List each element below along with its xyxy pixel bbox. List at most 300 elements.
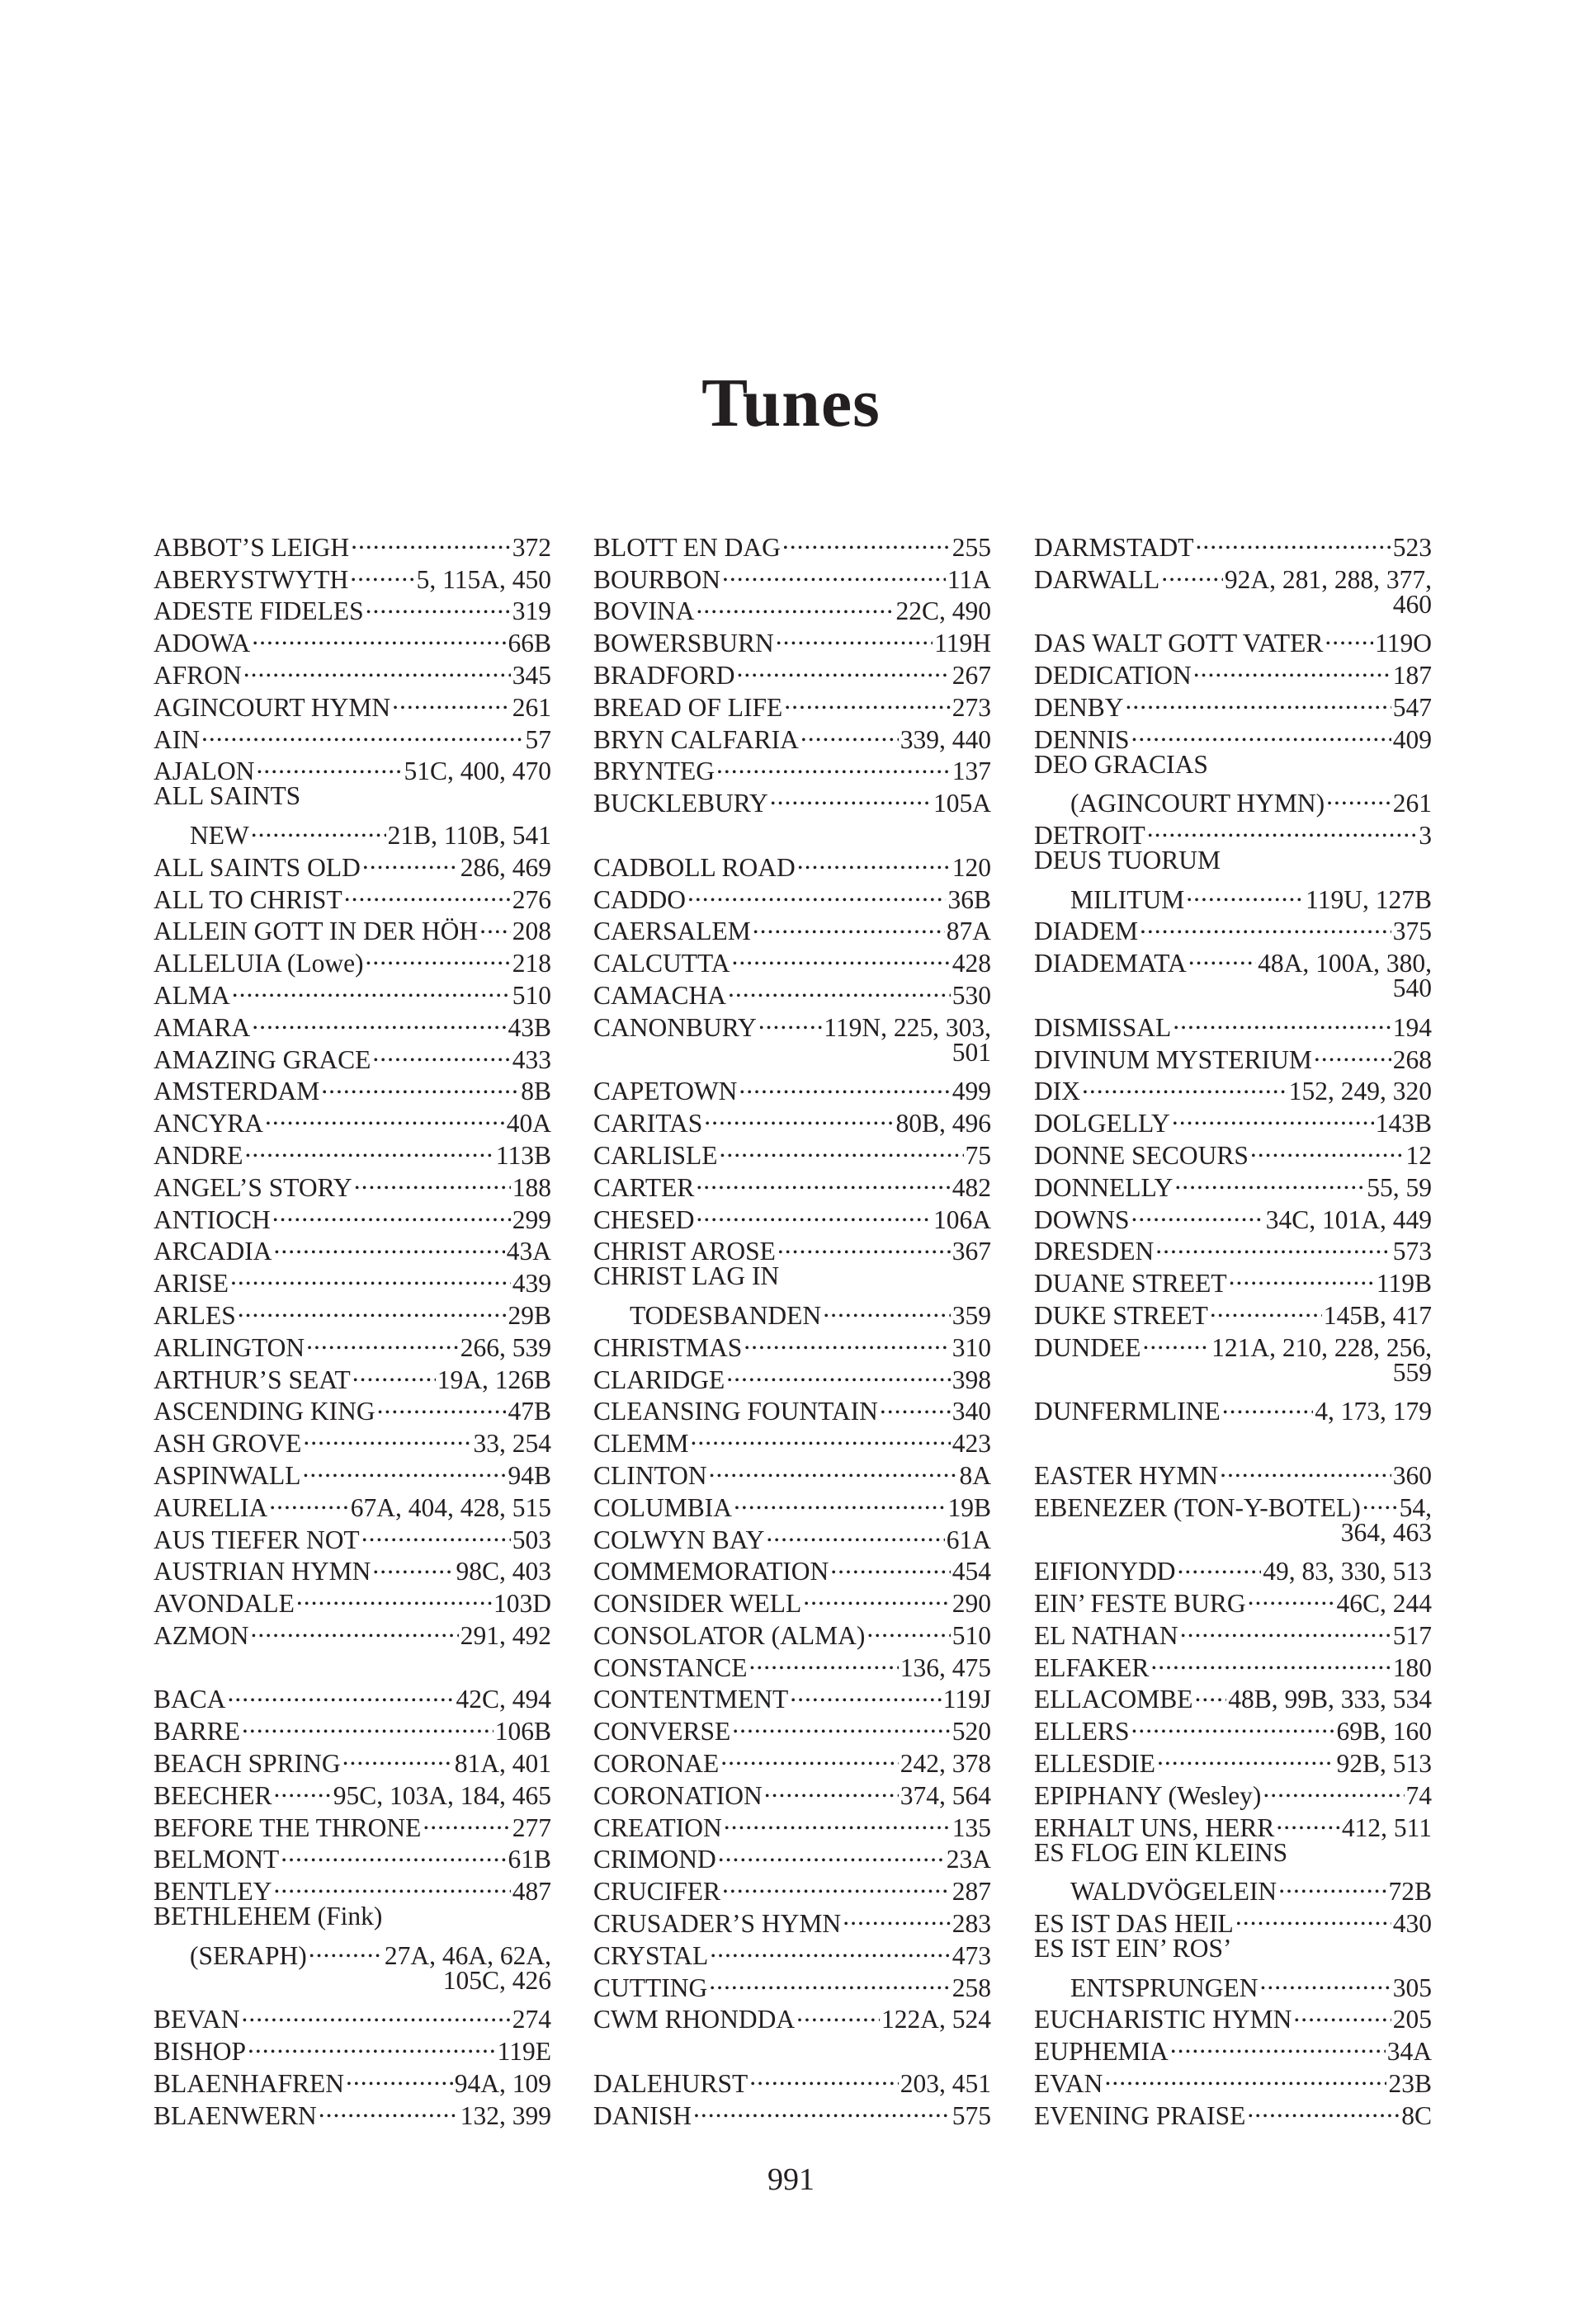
index-entry [1034, 1965, 1432, 2002]
hymn-numbers: 305 [1392, 1973, 1432, 2002]
hymn-numbers: 5, 115A, 450 [416, 564, 551, 594]
tune-name: DIX [1034, 1077, 1080, 1106]
hymn-numbers: 360 [1392, 1460, 1432, 1490]
dot-leader [361, 1517, 511, 1549]
hymn-numbers: 8B [521, 1077, 551, 1106]
hymn-numbers: 194 [1392, 1012, 1432, 1042]
dot-leader [1180, 1613, 1391, 1644]
tune-name: BEVAN [153, 2005, 240, 2034]
tune-name: WALDVÖGELEIN [1070, 1877, 1277, 1907]
tune-name: EIFIONYDD [1034, 1557, 1176, 1586]
hymn-numbers: 12 [1405, 1140, 1432, 1170]
tune-name: EUCHARISTIC HYMN [1034, 2005, 1292, 2034]
tune-name: BOURBON [593, 564, 721, 594]
hymn-numbers: 98C, 403 [456, 1557, 551, 1586]
index-entry-heading: BETHLEHEM (Fink) [153, 1902, 383, 1931]
tune-name: BOWERSBURN [593, 629, 774, 658]
dot-leader [248, 2029, 496, 2060]
hymn-numbers: 359 [952, 1300, 991, 1330]
hymn-numbers: 299 [512, 1204, 551, 1234]
dot-leader [273, 1869, 510, 1900]
tune-name: ANGEL’S STORY [153, 1172, 352, 1202]
hymn-numbers: 33, 254 [473, 1429, 551, 1459]
tune-name: ABERYSTWYTH [153, 564, 349, 594]
hymn-numbers: 132, 399 [460, 2100, 551, 2130]
tune-name: ARLES [153, 1300, 236, 1330]
hymn-numbers: 27A, 46A, 62A, [384, 1940, 551, 1970]
hymn-numbers: 310 [952, 1332, 991, 1362]
hymn-numbers: 29B [508, 1300, 551, 1330]
index-entry [1034, 620, 1432, 658]
hymn-numbers: 72B [1388, 1877, 1432, 1907]
dot-leader [344, 877, 511, 908]
tune-name: ASPINWALL [153, 1460, 301, 1490]
tune-name: CWM RHONDDA [593, 2005, 796, 2034]
tune-name: CANONBURY [593, 1012, 757, 1042]
tune-name: DOWNS [1034, 1204, 1130, 1234]
dot-leader [1278, 1869, 1386, 1900]
hymn-numbers: 122A, 524 [881, 2005, 991, 2034]
dot-leader [784, 685, 950, 716]
dot-leader [362, 845, 459, 876]
tune-name: AMSTERDAM [153, 1077, 320, 1106]
tune-name: ARTHUR’S SEAT [153, 1365, 351, 1394]
tune-name: ALL SAINTS OLD [153, 852, 361, 882]
dot-leader [342, 1741, 453, 1772]
dot-leader [274, 1773, 332, 1804]
index-entry [153, 525, 551, 562]
dot-leader [770, 780, 932, 812]
index-column-2 [593, 525, 991, 2130]
tune-name: ALMA [153, 980, 230, 1010]
dot-leader [777, 1229, 951, 1261]
dot-leader [1196, 525, 1391, 556]
tune-name: DEDICATION [1034, 660, 1192, 690]
hymn-numbers: 503 [512, 1525, 551, 1554]
dot-leader [1104, 2061, 1386, 2092]
tune-name: DAS WALT GOTT VATER [1034, 629, 1324, 658]
dot-leader [1188, 940, 1256, 972]
index-entry [153, 1677, 551, 1714]
dot-leader [1177, 1549, 1261, 1581]
hymn-numbers: 61A [946, 1525, 991, 1554]
hymn-numbers: 291, 492 [460, 1620, 551, 1650]
dot-leader [800, 717, 899, 748]
dot-leader [228, 1677, 455, 1709]
dot-leader [1222, 1389, 1314, 1421]
tune-name: CRYSTAL [593, 1940, 709, 1970]
hymn-numbers: 258 [952, 1973, 991, 2002]
hymn-numbers: 34C, 101A, 449 [1265, 1204, 1432, 1234]
tune-name: DUKE STREET [1034, 1300, 1208, 1330]
dot-leader [1150, 1645, 1391, 1676]
tune-name: CAMACHA [593, 980, 727, 1010]
hymn-numbers: 66B [508, 629, 551, 658]
hymn-numbers: 42C, 494 [456, 1685, 551, 1714]
tune-name: BISHOP [153, 2037, 247, 2067]
index-column-3 [1034, 525, 1432, 2130]
dot-leader [1142, 1325, 1210, 1356]
hymn-numbers: 119H [934, 629, 991, 658]
hymn-numbers: 8A [959, 1460, 991, 1490]
dot-leader [321, 1069, 519, 1101]
hymn-numbers: 94B [508, 1460, 551, 1490]
tune-name: ARLINGTON [153, 1332, 305, 1362]
hymn-numbers: 81A, 401 [454, 1749, 551, 1779]
index-entry [1034, 1869, 1432, 1907]
dot-leader [281, 1837, 506, 1869]
hymn-numbers: 454 [952, 1557, 991, 1586]
hymn-numbers: 19B [947, 1492, 991, 1522]
tune-name: BUCKLEBURY [593, 789, 768, 818]
dot-leader [479, 909, 511, 940]
dot-leader [732, 1709, 950, 1740]
hymn-numbers: 74 [1405, 1780, 1432, 1810]
hymn-numbers: 36B [947, 884, 991, 914]
hymn-numbers: 61B [508, 1845, 551, 1874]
tune-name: AMARA [153, 1012, 251, 1042]
dot-leader [803, 1581, 950, 1612]
index-entry [153, 749, 551, 786]
index-entry-heading: DEO GRACIAS [1034, 749, 1208, 779]
dot-leader [710, 1933, 950, 1964]
hymn-numbers: 261 [512, 692, 551, 722]
dot-leader [718, 1837, 945, 1869]
dot-leader [796, 1997, 880, 2029]
hymn-numbers: 205 [1392, 2005, 1432, 2034]
hymn-numbers: 547 [1392, 692, 1432, 722]
dot-leader [372, 1037, 510, 1068]
dot-leader [272, 1197, 511, 1228]
dot-leader [749, 2061, 899, 2092]
dot-leader [346, 2061, 453, 2092]
hymn-numbers: 119J [942, 1685, 991, 1714]
index-entry [593, 525, 991, 562]
index-entry [153, 813, 551, 850]
hymn-numbers: 46C, 244 [1336, 1589, 1432, 1619]
dot-leader [351, 525, 511, 556]
tune-name: BLAENWERN [153, 2100, 317, 2130]
tune-name: DETROIT [1034, 820, 1145, 850]
index-entry [1034, 877, 1432, 914]
dot-leader [245, 1133, 494, 1164]
tune-name: DENNIS [1034, 724, 1130, 754]
dot-leader [1210, 1293, 1322, 1324]
dot-leader [1131, 717, 1391, 748]
hymn-numbers: 286, 469 [460, 852, 551, 882]
hymn-numbers: 283 [952, 1909, 991, 1939]
tune-name: EVENING PRAISE [1034, 2100, 1246, 2130]
hymn-numbers: 23A [946, 1845, 991, 1874]
hymn-numbers: 188 [512, 1172, 551, 1202]
hymn-numbers: 430 [1392, 1909, 1432, 1939]
index-entry-heading: ES FLOG EIN KLEINS [1034, 1837, 1288, 1867]
hymn-numbers: 51C, 400, 470 [404, 757, 551, 786]
dot-leader [734, 1485, 946, 1516]
hymn-numbers: 136, 475 [900, 1652, 991, 1682]
index-entry-heading: CHRIST LAG IN [593, 1261, 780, 1291]
hymn-numbers: 255 [952, 532, 991, 562]
tune-name: (AGINCOURT HYMN) [1070, 789, 1325, 818]
tune-name: DIADEMATA [1034, 949, 1187, 978]
hymn-numbers: 180 [1392, 1652, 1432, 1682]
dot-leader [251, 1613, 459, 1644]
dot-leader [1131, 1709, 1335, 1740]
dot-leader [1362, 1485, 1398, 1516]
hymn-numbers: 510 [512, 980, 551, 1010]
dot-leader [1161, 557, 1223, 588]
tune-name: NEW [190, 820, 249, 850]
tune-name: ALLEIN GOTT IN DER HÖH [153, 917, 479, 946]
dot-leader [1186, 877, 1304, 908]
tune-name: CHESED [593, 1204, 695, 1234]
index-entry-pages-continued: 364, 463 [1340, 1517, 1432, 1547]
hymn-numbers: 520 [952, 1717, 991, 1747]
dot-leader [265, 1101, 505, 1132]
dot-leader [697, 1197, 932, 1228]
tune-name: AMAZING GRACE [153, 1044, 371, 1074]
hymn-numbers: 67A, 404, 428, 515 [350, 1492, 551, 1522]
hymn-numbers: 49, 83, 330, 513 [1263, 1557, 1432, 1586]
index-entry [1034, 1101, 1432, 1138]
hymn-numbers: 398 [952, 1365, 991, 1394]
dot-leader [766, 1517, 944, 1549]
tune-name: DISMISSAL [1034, 1012, 1172, 1042]
dot-leader [1157, 1741, 1335, 1772]
tune-name: ANTIOCH [153, 1204, 271, 1234]
dot-leader [423, 1805, 510, 1836]
index-entry-heading: DEUS TUORUM [1034, 845, 1221, 874]
dot-leader [1250, 1133, 1405, 1164]
tune-name: EUPHEMIA [1034, 2037, 1169, 2067]
hymn-numbers: 135 [952, 1813, 991, 1842]
hymn-numbers: 439 [512, 1269, 551, 1299]
tune-name: BRADFORD [593, 660, 735, 690]
tune-name: CORONATION [593, 1780, 763, 1810]
hymn-numbers: 517 [1392, 1620, 1432, 1650]
hymn-numbers: 268 [1392, 1044, 1432, 1074]
tune-name: CADBOLL ROAD [593, 852, 796, 882]
dot-leader [274, 1229, 505, 1261]
hymn-numbers: 287 [952, 1877, 991, 1907]
dot-leader [880, 1389, 951, 1421]
dot-leader [242, 1709, 493, 1740]
index-entry [153, 1997, 551, 2034]
index-entry [593, 2061, 991, 2099]
tune-name: ELLACOMBE [1034, 1685, 1193, 1714]
dot-leader [1173, 1005, 1391, 1036]
dot-leader [722, 1869, 951, 1900]
hymn-numbers: 367 [952, 1237, 991, 1266]
hymn-numbers: 94A, 109 [454, 2069, 551, 2099]
dot-leader [251, 813, 386, 844]
hymn-numbers: 575 [952, 2100, 991, 2130]
tune-name: BEECHER [153, 1780, 272, 1810]
dot-leader [1193, 653, 1391, 684]
hymn-numbers: 105A [933, 789, 991, 818]
tune-name: CONSTANCE [593, 1652, 748, 1682]
tune-name: CONVERSE [593, 1717, 731, 1747]
index-entry [593, 1069, 991, 1106]
tune-name: COMMEMORATION [593, 1557, 829, 1586]
hymn-numbers: 345 [512, 660, 551, 690]
tune-name: BELMONT [153, 1845, 280, 1874]
dot-leader [232, 973, 511, 1004]
hymn-numbers: 152, 249, 320 [1288, 1077, 1432, 1106]
index-entry [593, 1293, 991, 1330]
tune-name: CAPETOWN [593, 1077, 738, 1106]
tune-name: BARRE [153, 1717, 241, 1747]
tune-name: CAERSALEM [593, 917, 751, 946]
hymn-numbers: 187 [1392, 660, 1432, 690]
hymn-numbers: 23B [1388, 2069, 1432, 2099]
dot-leader [1260, 1965, 1391, 1996]
hymn-numbers: 95C, 103A, 184, 465 [333, 1780, 551, 1810]
hymn-numbers: 242, 378 [900, 1749, 991, 1779]
tune-name: CUTTING [593, 1973, 708, 2002]
tune-name: EPIPHANY (Wesley) [1034, 1780, 1262, 1810]
dot-leader [269, 1485, 349, 1516]
index-entry [1034, 525, 1432, 562]
tune-name: ANCYRA [153, 1109, 264, 1138]
tune-name: ARCADIA [153, 1237, 272, 1266]
tune-name: ADESTE FIDELES [153, 596, 364, 626]
hymn-numbers: 120 [952, 852, 991, 882]
dot-leader [823, 1293, 951, 1324]
hymn-numbers: 573 [1392, 1237, 1432, 1266]
dot-leader [352, 1357, 436, 1388]
index-entry [1034, 1389, 1432, 1426]
dot-leader [843, 1901, 951, 1932]
tune-name: CARITAS [593, 1109, 703, 1138]
dot-leader [720, 1133, 964, 1164]
dot-leader [1247, 2093, 1400, 2124]
tune-name: EBENEZER (TON-Y-BOTEL) [1034, 1492, 1361, 1522]
hymn-numbers: 482 [952, 1172, 991, 1202]
hymn-numbers: 273 [952, 692, 991, 722]
tune-name: AUSTRIAN HYMN [153, 1557, 371, 1586]
tune-name: ABBOT’S LEIGH [153, 532, 350, 562]
hymn-numbers: 3 [1419, 820, 1432, 850]
hymn-numbers: 34A [1386, 2037, 1432, 2067]
dot-leader [366, 589, 511, 620]
tune-name: DIADEM [1034, 917, 1138, 946]
dot-leader [737, 653, 951, 684]
hymn-numbers: 113B [495, 1140, 551, 1170]
tune-name: CHRISTMAS [593, 1332, 743, 1362]
tune-name: ADOWA [153, 629, 251, 658]
page-number: 991 [767, 2162, 815, 2197]
dot-leader [1082, 1069, 1287, 1101]
dot-leader [1325, 620, 1373, 652]
tune-name: DOLGELLY [1034, 1109, 1170, 1138]
tune-name: BACA [153, 1685, 226, 1714]
dot-leader [1147, 813, 1418, 844]
dot-leader [201, 717, 524, 748]
hymn-numbers: 487 [512, 1877, 551, 1907]
hymn-numbers: 87A [946, 917, 991, 946]
tune-name: CONTENTMENT [593, 1685, 789, 1714]
tune-name: CARLISLE [593, 1140, 718, 1170]
dot-leader [709, 1453, 958, 1484]
dot-leader [252, 620, 506, 652]
index-entry-pages-continued: 460 [1392, 589, 1432, 619]
dot-leader [704, 1101, 894, 1132]
hymn-numbers: 48B, 99B, 333, 534 [1228, 1685, 1432, 1714]
hymn-numbers: 43B [508, 1012, 551, 1042]
index-entry-pages-continued: 501 [952, 1037, 991, 1067]
index-entry [1034, 780, 1432, 818]
tune-name: CALCUTTA [593, 949, 730, 978]
tune-name: ERHALT UNS, HERR [1034, 1813, 1275, 1842]
tune-name: DRESDEN [1034, 1237, 1155, 1266]
dot-leader [790, 1677, 941, 1709]
tune-name: AIN [153, 724, 200, 754]
index-entry-pages-continued: 540 [1392, 973, 1432, 1003]
dot-leader [238, 1293, 507, 1324]
index-entry-heading: ES IST EIN’ ROS’ [1034, 1934, 1232, 1963]
hymn-numbers: 428 [952, 949, 991, 978]
tune-name: CLEMM [593, 1429, 689, 1459]
hymn-numbers: 267 [952, 660, 991, 690]
tune-name: DALEHURST [593, 2069, 748, 2099]
tune-name: ELFAKER [1034, 1652, 1150, 1682]
dot-leader [1170, 2029, 1386, 2060]
hymn-numbers: 473 [952, 1940, 991, 1970]
tune-name: DIVINUM MYSTERIUM [1034, 1044, 1312, 1074]
tune-name: AFRON [153, 660, 242, 690]
dot-leader [303, 1421, 471, 1452]
tune-name: BEACH SPRING [153, 1749, 341, 1779]
tune-name: BRYN CALFARIA [593, 724, 799, 754]
dot-leader [716, 749, 951, 780]
hymn-numbers: 423 [952, 1429, 991, 1459]
tune-name: CORONAE [593, 1749, 720, 1779]
tune-name: BREAD OF LIFE [593, 692, 783, 722]
hymn-numbers: 43A [506, 1237, 551, 1266]
hymn-numbers: 92A, 281, 288, 377, [1224, 564, 1432, 594]
tune-name: BRYNTEG [593, 757, 715, 786]
tune-name: ASH GROVE [153, 1429, 302, 1459]
hymn-numbers: 319 [512, 596, 551, 626]
hymn-numbers: 22C, 490 [895, 596, 991, 626]
dot-leader [319, 2093, 459, 2124]
tune-name: ARISE [153, 1269, 229, 1299]
hymn-numbers: 103D [493, 1589, 551, 1619]
tune-name: CADDO [593, 884, 687, 914]
dot-leader [1326, 780, 1391, 812]
tune-name: AZMON [153, 1620, 249, 1650]
hymn-numbers: 290 [952, 1589, 991, 1619]
dot-leader [1172, 1101, 1374, 1132]
index-entry [1034, 1453, 1432, 1490]
hymn-numbers: 47B [508, 1397, 551, 1426]
tune-name: EVAN [1034, 2069, 1103, 2099]
hymn-numbers: 266, 539 [460, 1332, 551, 1362]
tune-name: DUNDEE [1034, 1332, 1141, 1362]
hymn-numbers: 208 [512, 917, 551, 946]
dot-leader [867, 1613, 950, 1644]
dot-leader [749, 1645, 899, 1676]
hymn-numbers: 106A [933, 1204, 991, 1234]
dot-leader [230, 1261, 511, 1292]
hymn-numbers: 523 [1392, 532, 1432, 562]
tune-name: ELLERS [1034, 1717, 1130, 1747]
dot-leader [296, 1581, 492, 1612]
hymn-numbers: 92B, 513 [1336, 1749, 1432, 1779]
hymn-numbers: 374, 564 [900, 1780, 991, 1810]
dot-leader [1140, 909, 1391, 940]
